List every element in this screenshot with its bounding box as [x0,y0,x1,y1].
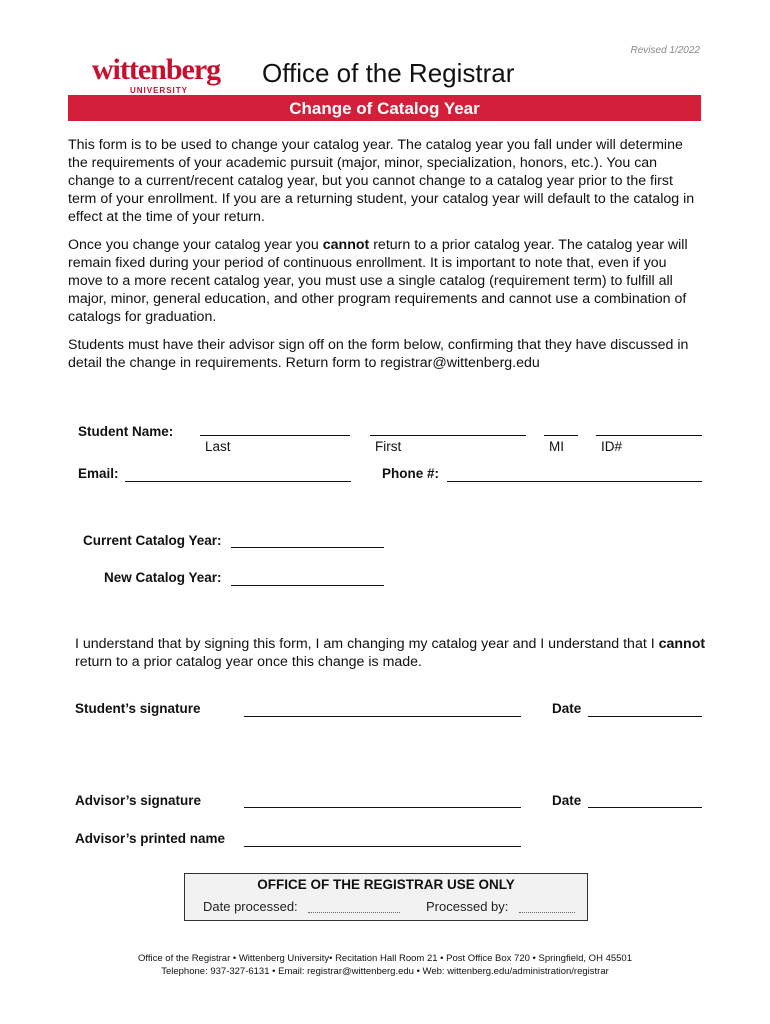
last-caption: Last [205,439,231,454]
intro-paragraph-3: Students must have their advisor sign off on the form below, confirming that they have discussed in detail the change in requirements. Return form to registrar@wittenberg.edu [68,337,689,371]
new-catalog-year-label: New Catalog Year: [104,570,222,585]
form-title-banner: Change of Catalog Year [68,95,701,121]
footer-contact: Telephone: 937-327-6131 • Email: registrar@wittenberg.edu • Web: wittenberg.edu/administration/registrar [161,966,609,977]
date-processed-label: Date processed: [203,899,298,914]
first-name-field[interactable] [370,435,526,436]
logo-wordmark: wittenberg [91,53,221,86]
advisor-date-label: Date [552,793,582,808]
student-id-field[interactable] [596,435,702,436]
mi-caption: MI [549,439,564,454]
first-caption: First [375,439,402,454]
wittenberg-logo [86,53,226,96]
office-use-title: OFFICE OF THE REGISTRAR USE ONLY [257,877,515,892]
phone-field[interactable] [447,481,702,482]
logo-university: UNIVERSITY [124,86,194,96]
date-processed-field[interactable] [308,912,400,913]
phone-label: Phone #: [382,466,440,481]
processed-by-label: Processed by: [426,899,509,914]
email-label: Email: [78,466,119,481]
student-date-label: Date [552,701,582,716]
current-catalog-year-field[interactable] [231,547,384,548]
advisor-printed-name-label: Advisor’s printed name [75,831,226,846]
office-use-box [184,873,588,921]
id-caption: ID# [601,439,623,454]
new-catalog-year-field[interactable] [231,585,384,586]
middle-initial-field[interactable] [544,435,578,436]
footer-address: Office of the Registrar • Wittenberg University• Recitation Hall Room 21 • Post Office Box 720 • Springfield, OH 45501 [138,953,632,964]
processed-by-field[interactable] [519,912,575,913]
intro-paragraph-2: Once you change your catalog year you cannot return to a prior catalog year. The catalog year will remain fixed during your period of continuous enrollment. It is important to note that, even if you move to a more recent catalog year, you must use a single catalog (requirement term) to fulfill all major, minor, general education, and other program requirements and cannot use a combination of catalogs for graduation. [68,237,688,325]
student-name-label: Student Name: [78,424,174,439]
office-title: Office of the Registrar [262,58,515,88]
revised-date: Revised 1/2022 [630,45,700,56]
current-catalog-year-label: Current Catalog Year: [83,533,222,548]
advisor-date-field[interactable] [588,807,702,808]
advisor-printed-name-field[interactable] [244,846,521,847]
intro-paragraph-1: This form is to be used to change your catalog year. The catalog year you fall under will determine the requirements of your academic pursuit (major, minor, specialization, honors, etc.). You can change to a current/recent catalog year, but you cannot change to a catalog year prior to the first term of your enrollment. If you are a returning student, your catalog year will default to the catalog in effect at the time of your return. [68,137,695,225]
student-signature-field[interactable] [244,716,521,717]
advisor-signature-label: Advisor’s signature [75,793,202,808]
acknowledgement-text: I understand that by signing this form, I am changing my catalog year and I understand that I cannot return to a prior catalog year once this change is made. [75,636,706,670]
email-field[interactable] [125,481,351,482]
footer [60,952,710,978]
advisor-signature-field[interactable] [244,807,521,808]
student-date-field[interactable] [588,716,702,717]
last-name-field[interactable] [200,435,350,436]
student-signature-label: Student’s signature [75,701,201,716]
